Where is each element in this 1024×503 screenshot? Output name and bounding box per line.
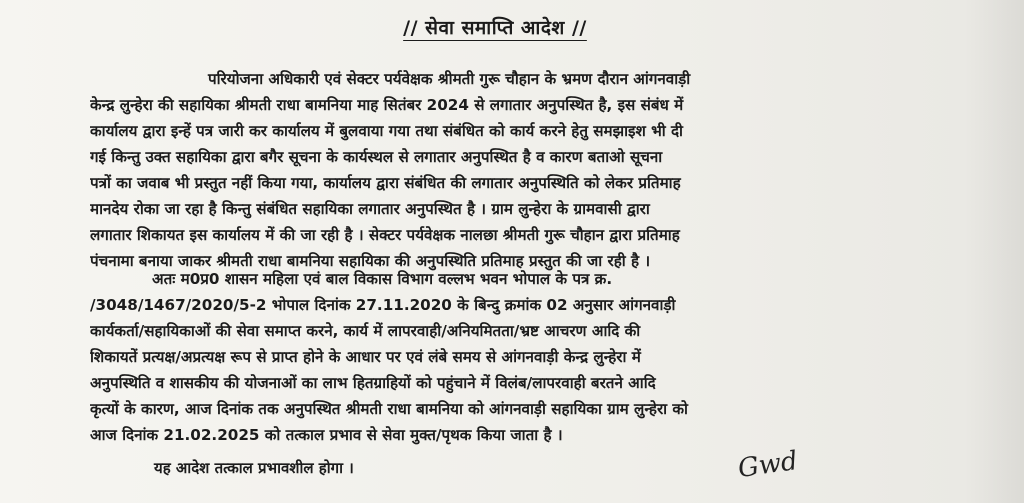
text-line: कृत्यों के कारण, आज दिनांक तक अनुपस्थित श्रीमती राधा बामनिया को आंगनवाड़ी सहायिका ग्राम लुन्हेरा को bbox=[90, 400, 688, 418]
text-line: शिकायतें प्रत्यक्ष/अप्रत्यक्ष रूप से प्राप्त होने के आधार पर एवं लंबे समय से आंगनवाड़ी केन्द्र लुन्हेरा में bbox=[90, 348, 641, 366]
text-line: परियोजना अधिकारी एवं सेक्टर पर्यवेक्षक श्रीमती गुरू चौहान के भ्रमण दौरान आंगनवाड़ी bbox=[208, 70, 691, 88]
text-line: आज दिनांक 21.02.2025 को तत्काल प्रभाव से सेवा मुक्त/पृथक किया जाता है । bbox=[90, 426, 563, 444]
text-line: मानदेय रोका जा रहा है किन्तु संबंधित सहायिका लगातार अनुपस्थित है । ग्राम लुन्हेरा के ग्रामवासी द्वारा bbox=[90, 200, 650, 218]
order-effective-line: यह आदेश तत्काल प्रभावशील होगा । bbox=[154, 459, 354, 477]
text-line: गई किन्तु उक्त सहायिका द्वारा बगैर सूचना के कार्यस्थल से लगातार अनुपस्थित है व कारण बताओ सूचना bbox=[90, 148, 663, 166]
text-line: अतः म0प्र0 शासन महिला एवं बाल विकास विभाग वल्लभ भवन भोपाल के पत्र क्र. bbox=[152, 270, 613, 288]
text-line: केन्द्र लुन्हेरा की सहायिका श्रीमती राधा बामनिया माह सितंबर 2024 से लगातार अनुपस्थित है, इस संबंध में bbox=[90, 96, 684, 114]
page-shadow-edge bbox=[964, 0, 1024, 503]
handwritten-signature: Gwd bbox=[736, 445, 800, 485]
document-title: // सेवा समाप्ति आदेश // bbox=[403, 17, 587, 39]
text-line: पंचनामा बनाया जाकर श्रीमती राधा बामनिया सहायिका की अनुपस्थिति प्रतिमाह प्रस्तुत की जा रही है । bbox=[90, 252, 651, 270]
text-line: पत्रों का जवाब भी प्रस्तुत नहीं किया गया, कार्यालय द्वारा संबंधित की लगातार अनुपस्थिति को लेकर प्रतिमाह bbox=[90, 174, 681, 192]
paragraph-1 bbox=[90, 66, 890, 274]
text-line: कार्यालय द्वारा इन्हें पत्र जारी कर कार्यालय में बुलवाया गया तथा संबंधित को कार्य करने हेतु समझाइश भी दी bbox=[90, 122, 683, 140]
paragraph-2 bbox=[90, 266, 890, 448]
text-line: लगातार शिकायत इस कार्यालय में की जा रही है । सेक्टर पर्यवेक्षक नालछा श्रीमती गुरू चौहान द्वारा प्रतिमाह bbox=[90, 226, 680, 244]
text-line: अनुपस्थिति व शासकीय की योजनाओं का लाभ हितग्राहियों को पहुंचाने में विलंब/लापरवाही बरतने आदि bbox=[90, 374, 656, 392]
text-line: कार्यकर्ता/सहायिकाओं की सेवा समाप्त करने, कार्य में लापरवाही/अनियमितता/भ्रष्ट आचरण आदि की bbox=[90, 322, 641, 340]
text-line: /3048/1467/2020/5-2 भोपाल दिनांक 27.11.2020 के बिन्दु क्रमांक 02 अनुसार आंगनवाड़ी bbox=[90, 296, 676, 314]
